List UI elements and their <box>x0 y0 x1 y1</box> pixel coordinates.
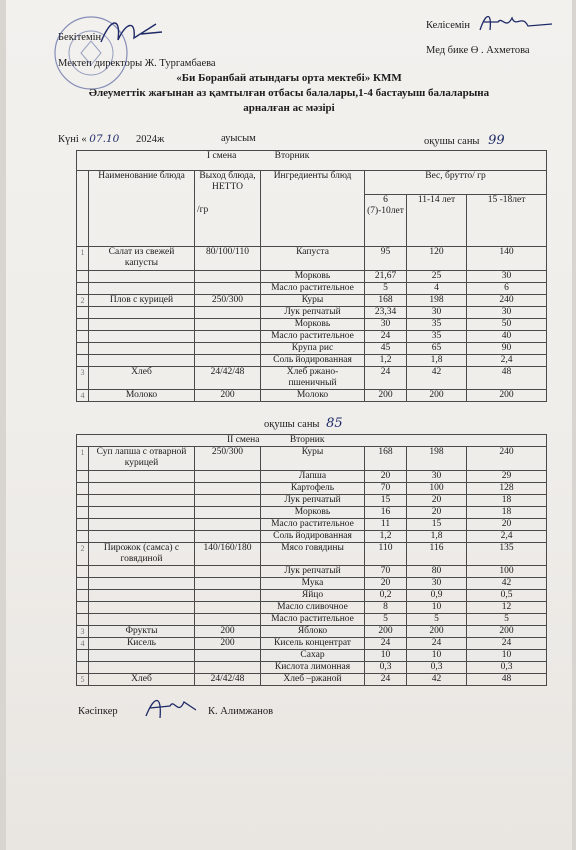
footer-name: К. Алимжанов <box>208 706 274 717</box>
weight-age-3: 40 <box>467 331 547 343</box>
ingredient-name: Куры <box>261 295 365 307</box>
dish-output <box>195 319 261 331</box>
weight-age-1: 24 <box>365 674 407 686</box>
table-row <box>77 626 547 638</box>
weight-age-2: 42 <box>407 367 467 390</box>
dish-name <box>89 319 195 331</box>
row-number <box>77 343 89 355</box>
ingredient-name: Масло растительное <box>261 614 365 626</box>
head-line: Мед бике Ө . Ахметова <box>426 45 530 56</box>
ingredient-name: Куры <box>261 447 365 471</box>
menu-table-shift-2 <box>76 434 547 686</box>
row-number <box>77 614 89 626</box>
ingredient-name: Масло сливочное <box>261 602 365 614</box>
row-number <box>77 662 89 674</box>
dish-name <box>89 283 195 295</box>
footer-role: Кәсіпкер <box>78 706 118 717</box>
weight-age-2: 0,3 <box>407 662 467 674</box>
dish-name <box>89 471 195 483</box>
weight-age-2: 116 <box>407 543 467 566</box>
table-row <box>77 566 547 578</box>
dish-name <box>89 602 195 614</box>
dish-name <box>89 590 195 602</box>
weight-age-3: 2,4 <box>467 355 547 367</box>
weight-age-3: 240 <box>467 295 547 307</box>
title-line-1: «Би Боранбай атындағы орта мектебі» КММ <box>176 72 402 84</box>
table-row <box>77 355 547 367</box>
weight-age-2: 30 <box>407 307 467 319</box>
ingredient-name: Сахар <box>261 650 365 662</box>
weight-age-3: 12 <box>467 602 547 614</box>
dish-name: Молоко <box>89 390 195 402</box>
agree-signature <box>476 8 556 38</box>
pupils-value-2: 85 <box>326 416 343 431</box>
col-age-3: 15 -18лет <box>467 195 547 247</box>
pupils-label-2: оқушы саны <box>264 419 320 430</box>
shift-1-header <box>77 151 547 171</box>
table-row <box>77 590 547 602</box>
dish-name <box>89 271 195 283</box>
row-number <box>77 495 89 507</box>
weight-age-1: 20 <box>365 578 407 590</box>
weight-age-3: 50 <box>467 319 547 331</box>
weight-age-2: 35 <box>407 331 467 343</box>
row-number: 1 <box>77 447 89 471</box>
table-row <box>77 602 547 614</box>
approve-label: Бекітемін <box>58 32 102 43</box>
dish-name: Фрукты <box>89 626 195 638</box>
weight-age-2: 1,8 <box>407 531 467 543</box>
dish-output <box>195 495 261 507</box>
dish-name <box>89 495 195 507</box>
row-number <box>77 271 89 283</box>
weight-age-2: 25 <box>407 271 467 283</box>
row-number <box>77 519 89 531</box>
stamp <box>46 8 136 98</box>
row-number <box>77 283 89 295</box>
dish-name <box>89 507 195 519</box>
title-line-2: Әлеуметтік жағынан аз қамтылған отбасы балалары,1-4 бастауыш балаларына <box>88 87 490 99</box>
row-number: 5 <box>77 674 89 686</box>
dish-output: 24/42/48 <box>195 674 261 686</box>
row-number: 4 <box>77 638 89 650</box>
table-row <box>77 447 547 471</box>
dish-output <box>195 343 261 355</box>
weight-age-1: 70 <box>365 483 407 495</box>
weight-age-2: 1,8 <box>407 355 467 367</box>
dish-output: 200 <box>195 626 261 638</box>
weight-age-1: 5 <box>365 614 407 626</box>
weight-age-2: 4 <box>407 283 467 295</box>
dish-name: Плов с курицей <box>89 295 195 307</box>
weight-age-3: 18 <box>467 507 547 519</box>
dish-output <box>195 283 261 295</box>
weight-age-2: 0,9 <box>407 590 467 602</box>
shift-2-label: II смена <box>227 435 260 445</box>
weight-age-3: 0,3 <box>467 662 547 674</box>
weight-age-1: 11 <box>365 519 407 531</box>
ingredient-name: Морковь <box>261 271 365 283</box>
ingredient-name: Мука <box>261 578 365 590</box>
weight-age-2: 120 <box>407 247 467 271</box>
row-number: 2 <box>77 543 89 566</box>
weight-age-1: 200 <box>365 390 407 402</box>
row-number: 3 <box>77 626 89 638</box>
weight-age-2: 198 <box>407 295 467 307</box>
table-row <box>77 247 547 271</box>
table-row <box>77 390 547 402</box>
weight-age-1: 168 <box>365 295 407 307</box>
dish-output <box>195 531 261 543</box>
dish-output <box>195 519 261 531</box>
agree-label: Келісемін <box>426 20 471 31</box>
table-row <box>77 495 547 507</box>
weight-age-1: 70 <box>365 566 407 578</box>
dish-name <box>89 355 195 367</box>
table-row <box>77 367 547 390</box>
ingredient-name: Лук репчатый <box>261 566 365 578</box>
director-line: Мектеп директоры Ж. Тургамбаева <box>58 58 216 69</box>
ingredient-name: Хлеб –ржаной <box>261 674 365 686</box>
ingredient-name: Масло растительное <box>261 331 365 343</box>
weight-age-3: 128 <box>467 483 547 495</box>
dish-name: Кисель <box>89 638 195 650</box>
weight-age-2: 10 <box>407 650 467 662</box>
weight-age-1: 21,67 <box>365 271 407 283</box>
weight-age-3: 6 <box>467 283 547 295</box>
weight-age-1: 1,2 <box>365 355 407 367</box>
dish-name <box>89 566 195 578</box>
weight-age-2: 30 <box>407 471 467 483</box>
weight-age-1: 1,2 <box>365 531 407 543</box>
weight-age-1: 24 <box>365 367 407 390</box>
weight-age-1: 8 <box>365 602 407 614</box>
weight-age-2: 200 <box>407 390 467 402</box>
dish-output <box>195 471 261 483</box>
ingredient-name: Кислота лимонная <box>261 662 365 674</box>
weight-age-3: 30 <box>467 307 547 319</box>
pupils-count-line <box>424 133 505 148</box>
weight-age-3: 42 <box>467 578 547 590</box>
dish-output: 250/300 <box>195 447 261 471</box>
weight-age-1: 10 <box>365 650 407 662</box>
ingredient-name: Яйцо <box>261 590 365 602</box>
table-row <box>77 614 547 626</box>
col-age-1: 6 (7)-10лет <box>365 195 407 247</box>
ingredient-name: Лук репчатый <box>261 495 365 507</box>
dish-output: 200 <box>195 390 261 402</box>
dish-name <box>89 662 195 674</box>
row-number <box>77 578 89 590</box>
weight-age-2: 30 <box>407 578 467 590</box>
weight-age-3: 30 <box>467 271 547 283</box>
weight-age-1: 0,3 <box>365 662 407 674</box>
date-prefix: Күні « <box>58 134 87 145</box>
weight-age-3: 29 <box>467 471 547 483</box>
ingredient-name: Соль йодированная <box>261 355 365 367</box>
row-number <box>77 531 89 543</box>
dish-output: 250/300 <box>195 295 261 307</box>
weight-age-2: 24 <box>407 638 467 650</box>
weight-age-3: 48 <box>467 674 547 686</box>
date-year: 2024ж <box>135 134 165 145</box>
row-number: 2 <box>77 295 89 307</box>
ingredient-name: Крупа рис <box>261 343 365 355</box>
ingredient-name: Лапша <box>261 471 365 483</box>
weight-age-2: 20 <box>407 507 467 519</box>
weight-age-1: 24 <box>365 638 407 650</box>
weight-age-1: 0,2 <box>365 590 407 602</box>
row-number <box>77 331 89 343</box>
row-number <box>77 483 89 495</box>
document-page <box>6 0 572 850</box>
weight-age-3: 90 <box>467 343 547 355</box>
dish-output <box>195 566 261 578</box>
weight-age-2: 200 <box>407 626 467 638</box>
dish-output <box>195 307 261 319</box>
pupils-value: 99 <box>488 133 505 148</box>
table-row <box>77 271 547 283</box>
weight-age-2: 35 <box>407 319 467 331</box>
weight-age-3: 10 <box>467 650 547 662</box>
table-row <box>77 662 547 674</box>
weight-age-3: 48 <box>467 367 547 390</box>
col-output-label: Выход блюда, НЕТТО <box>199 171 256 192</box>
table-row <box>77 319 547 331</box>
weight-age-2: 100 <box>407 483 467 495</box>
table-row <box>77 519 547 531</box>
dish-output <box>195 578 261 590</box>
ingredient-name: Масло растительное <box>261 283 365 295</box>
dish-output <box>195 650 261 662</box>
weight-age-2: 5 <box>407 614 467 626</box>
row-number <box>77 590 89 602</box>
weight-age-3: 100 <box>467 566 547 578</box>
dish-output <box>195 331 261 343</box>
col-dish-header: Наименование блюда <box>89 171 195 247</box>
weight-age-3: 200 <box>467 626 547 638</box>
col-output-unit: /гр <box>197 205 209 215</box>
weight-age-1: 45 <box>365 343 407 355</box>
dish-output: 80/100/110 <box>195 247 261 271</box>
table-row <box>77 543 547 566</box>
shift-2-day: Вторник <box>289 435 325 445</box>
shift-1-day: Вторник <box>274 151 310 161</box>
dish-name: Хлеб <box>89 674 195 686</box>
weight-age-1: 24 <box>365 331 407 343</box>
weight-age-1: 95 <box>365 247 407 271</box>
table-row <box>77 343 547 355</box>
ingredient-name: Морковь <box>261 507 365 519</box>
table-row <box>77 507 547 519</box>
weight-age-1: 30 <box>365 319 407 331</box>
dish-name <box>89 578 195 590</box>
table-row <box>77 331 547 343</box>
table-row <box>77 650 547 662</box>
dish-output: 140/160/180 <box>195 543 261 566</box>
row-number: 3 <box>77 367 89 390</box>
dish-output <box>195 662 261 674</box>
ingredient-name: Картофель <box>261 483 365 495</box>
dish-name: Хлеб <box>89 367 195 390</box>
weight-age-1: 23,34 <box>365 307 407 319</box>
ingredient-name: Лук репчатый <box>261 307 365 319</box>
dish-output <box>195 271 261 283</box>
col-age-2: 11-14 лет <box>407 195 467 247</box>
weight-age-2: 42 <box>407 674 467 686</box>
row-number <box>77 319 89 331</box>
row-number <box>77 307 89 319</box>
dish-output <box>195 355 261 367</box>
dish-name: Пирожок (самса) с говядиной <box>89 543 195 566</box>
shift-1-label: I смена <box>207 151 237 161</box>
dish-output <box>195 483 261 495</box>
col-weight-header: Вес, брутто/ гр <box>365 171 547 195</box>
menu-table-shift-1 <box>76 150 547 402</box>
table-row <box>77 638 547 650</box>
col-number-header <box>77 171 89 247</box>
pupils-count-line-2 <box>264 416 343 431</box>
date-handwritten: 07.10 <box>89 133 120 145</box>
col-output-header <box>195 171 261 247</box>
ingredient-name: Масло растительное <box>261 519 365 531</box>
weight-age-1: 168 <box>365 447 407 471</box>
title-line-3: арналған ас мәзірі <box>243 102 335 114</box>
col-ingredients-header: Ингредиенты блюд <box>261 171 365 247</box>
row-number <box>77 602 89 614</box>
table-row <box>77 283 547 295</box>
row-number <box>77 507 89 519</box>
ingredient-name: Капуста <box>261 247 365 271</box>
weight-age-3: 18 <box>467 495 547 507</box>
ingredient-name: Кисель концентрат <box>261 638 365 650</box>
weight-age-3: 20 <box>467 519 547 531</box>
weight-age-3: 5 <box>467 614 547 626</box>
row-number <box>77 650 89 662</box>
dish-output <box>195 507 261 519</box>
row-number: 1 <box>77 247 89 271</box>
pupils-label: оқушы саны <box>424 136 480 147</box>
dish-name <box>89 343 195 355</box>
dish-name <box>89 614 195 626</box>
ingredient-name: Соль йодированная <box>261 531 365 543</box>
dish-name: Суп лапша с отварной курицей <box>89 447 195 471</box>
dish-output: 24/42/48 <box>195 367 261 390</box>
ingredient-name: Яблоко <box>261 626 365 638</box>
table-row <box>77 471 547 483</box>
dish-name <box>89 531 195 543</box>
dish-output <box>195 602 261 614</box>
footer-signature <box>140 690 200 726</box>
dish-output: 200 <box>195 638 261 650</box>
dish-name <box>89 307 195 319</box>
dish-name <box>89 519 195 531</box>
weight-age-3: 200 <box>467 390 547 402</box>
weight-age-1: 200 <box>365 626 407 638</box>
table-row <box>77 295 547 307</box>
weight-age-2: 10 <box>407 602 467 614</box>
dish-output <box>195 614 261 626</box>
weight-age-2: 198 <box>407 447 467 471</box>
ingredient-name: Хлеб ржано-пшеничный <box>261 367 365 390</box>
weight-age-1: 15 <box>365 495 407 507</box>
dish-name: Салат из свежей капусты <box>89 247 195 271</box>
table-row <box>77 674 547 686</box>
weight-age-1: 5 <box>365 283 407 295</box>
weight-age-3: 135 <box>467 543 547 566</box>
weight-age-1: 16 <box>365 507 407 519</box>
table-row <box>77 578 547 590</box>
row-number: 4 <box>77 390 89 402</box>
dish-name <box>89 650 195 662</box>
shift-word: ауысым <box>221 133 256 144</box>
shift-2-header <box>77 435 547 447</box>
weight-age-1: 20 <box>365 471 407 483</box>
row-number <box>77 471 89 483</box>
weight-age-2: 65 <box>407 343 467 355</box>
weight-age-3: 240 <box>467 447 547 471</box>
table-row <box>77 307 547 319</box>
date-line <box>58 133 164 145</box>
weight-age-1: 110 <box>365 543 407 566</box>
weight-age-3: 2,4 <box>467 531 547 543</box>
table-row <box>77 483 547 495</box>
dish-output <box>195 590 261 602</box>
ingredient-name: Молоко <box>261 390 365 402</box>
ingredient-name: Морковь <box>261 319 365 331</box>
row-number <box>77 355 89 367</box>
weight-age-2: 20 <box>407 495 467 507</box>
dish-name <box>89 483 195 495</box>
weight-age-2: 15 <box>407 519 467 531</box>
row-number <box>77 566 89 578</box>
weight-age-3: 0,5 <box>467 590 547 602</box>
weight-age-3: 140 <box>467 247 547 271</box>
weight-age-2: 80 <box>407 566 467 578</box>
dish-name <box>89 331 195 343</box>
table-row <box>77 531 547 543</box>
weight-age-3: 24 <box>467 638 547 650</box>
ingredient-name: Мясо говядины <box>261 543 365 566</box>
